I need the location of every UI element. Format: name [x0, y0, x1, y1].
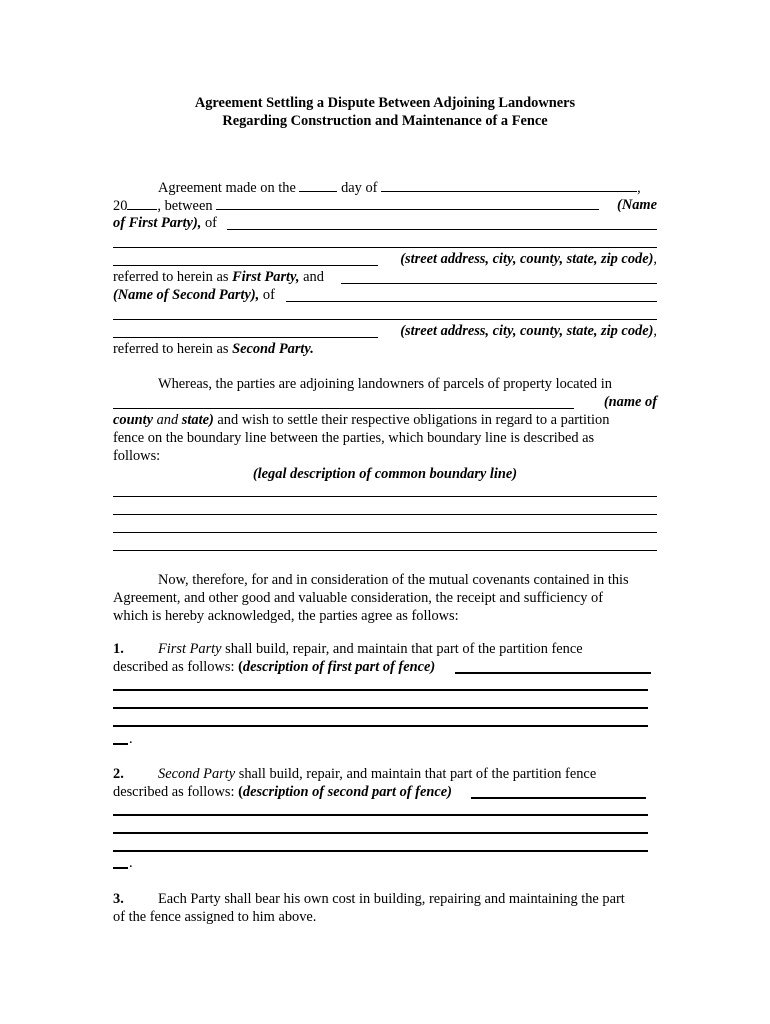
clause-2-blank-2[interactable] — [113, 832, 648, 834]
second-party-address-blank-2[interactable] — [113, 337, 378, 338]
second-party-name-hint: (Name of Second Party), — [113, 287, 260, 303]
document-title-line-1: Agreement Settling a Dispute Between Adjoining Landowners — [194, 95, 576, 111]
clause-1-number: 1. — [113, 641, 124, 657]
document-title-line-2: Regarding Construction and Maintenance of a Fence — [222, 113, 548, 129]
clause-3-line-1 — [113, 890, 625, 908]
second-party-of-blank[interactable] — [286, 301, 657, 302]
name-hint-end: of First Party), — [113, 215, 202, 231]
clause-1-blank-4[interactable] — [113, 743, 128, 745]
intro-made-on: Agreement made on the — [158, 180, 296, 196]
whereas-line-3 — [113, 411, 609, 429]
second-address-comma: , — [653, 323, 657, 339]
second-address-hint-line — [400, 322, 657, 340]
legal-description-hint: (legal description of common boundary line) — [252, 466, 518, 482]
boundary-blank-1[interactable] — [113, 496, 657, 497]
first-party-label: First Party, — [232, 269, 300, 285]
clause-1-hint: description of first part of fence) — [242, 659, 436, 675]
and-hint: and — [156, 412, 179, 428]
intro-and: and — [303, 269, 324, 285]
clause-1-party: First Party — [158, 641, 222, 657]
clause-3-number: 3. — [113, 891, 124, 907]
clause-1-text-1: shall build, repair, and maintain that part of the partition fence — [225, 641, 583, 657]
boundary-blank-2[interactable] — [113, 514, 657, 515]
clause-2-period: . — [129, 855, 133, 871]
clause-2-party: Second Party — [158, 766, 236, 782]
first-party-of-blank[interactable] — [227, 229, 657, 230]
intro-line-10 — [113, 340, 314, 358]
boundary-blank-3[interactable] — [113, 532, 657, 533]
intro-comma: , — [637, 180, 641, 196]
county-state-blank[interactable] — [113, 408, 574, 409]
now-therefore-line-2: Agreement, and other good and valuable consideration, the receipt and sufficiency of — [113, 590, 604, 606]
intro-of-2: of — [262, 287, 275, 303]
intro-between: , between — [157, 198, 213, 214]
intro-line-7 — [113, 286, 275, 304]
clause-3-text-1: Each Party shall bear his own cost in building, repairing and maintaining the part — [158, 891, 625, 907]
county-hint: county — [113, 412, 153, 428]
clause-1-period: . — [129, 731, 133, 747]
clause-1-text-2: described as follows: — [113, 659, 235, 675]
clause-2-number: 2. — [113, 766, 124, 782]
referred-first: referred to herein as — [113, 269, 229, 285]
day-blank[interactable] — [299, 178, 337, 192]
intro-line-6 — [113, 268, 324, 286]
clause-2-text-2: described as follows: — [113, 784, 235, 800]
boundary-blank-4[interactable] — [113, 550, 657, 551]
year-blank[interactable] — [127, 196, 157, 210]
intro-day-of: day of — [341, 180, 378, 196]
intro-line-1 — [158, 178, 641, 197]
clause-2-open-paren: ( — [238, 784, 243, 800]
second-party-label: Second Party. — [232, 341, 314, 357]
intro-of-1: of — [204, 215, 217, 231]
intro-line-2 — [113, 196, 599, 215]
first-party-address-blank-1[interactable] — [113, 247, 657, 248]
name-hint-start: (Name — [617, 197, 657, 213]
now-therefore-line-3: which is hereby acknowledged, the parties agree as follows: — [113, 608, 459, 624]
clause-2-hint: description of second part of fence) — [242, 784, 452, 800]
clause-1-blank-1[interactable] — [113, 689, 648, 691]
clause-2-blank-3[interactable] — [113, 850, 648, 852]
clause-2-blank-1[interactable] — [113, 814, 648, 816]
intro-line-3 — [113, 214, 217, 232]
clause-1-blank-3[interactable] — [113, 725, 648, 727]
first-address-comma: , — [653, 251, 657, 267]
state-hint: state) — [181, 412, 214, 428]
clause-1-blank-2[interactable] — [113, 707, 648, 709]
clause-2-blank-0[interactable] — [471, 797, 646, 799]
clause-1-blank-0[interactable] — [455, 672, 651, 674]
month-blank[interactable] — [381, 178, 637, 192]
year-prefix: 20 — [113, 198, 128, 214]
second-party-address-blank-1[interactable] — [113, 319, 657, 320]
second-party-name-blank[interactable] — [341, 283, 657, 284]
whereas-line-5: follows: — [113, 448, 161, 464]
clause-1-open-paren: ( — [238, 659, 243, 675]
name-of-hint: (name of — [603, 394, 657, 410]
referred-second: referred to herein as — [113, 341, 229, 357]
first-party-name-blank[interactable] — [216, 196, 599, 210]
first-party-address-blank-2[interactable] — [113, 265, 378, 266]
clause-3-line-2: of the fence assigned to him above. — [113, 909, 317, 925]
second-address-hint: (street address, city, county, state, zip code) — [400, 323, 654, 339]
clause-1-line-1 — [113, 640, 583, 658]
clause-1-line-2 — [113, 658, 435, 676]
clause-2-text-1: shall build, repair, and maintain that part of the partition fence — [238, 766, 597, 782]
first-address-hint: (street address, city, county, state, zip code) — [400, 251, 654, 267]
whereas-line-1: Whereas, the parties are adjoining landowners of parcels of property located in — [158, 376, 612, 392]
whereas-line-4: fence on the boundary line between the parties, which boundary line is described as — [113, 430, 595, 446]
clause-2-blank-4[interactable] — [113, 867, 128, 869]
now-therefore-line-1: Now, therefore, for and in consideration of the mutual covenants contained in this — [158, 572, 629, 588]
whereas-line-3-rest: and wish to settle their respective obligations in regard to a partition — [217, 412, 610, 428]
clause-2-line-2 — [113, 783, 452, 801]
clause-2-line-1 — [113, 765, 596, 783]
first-address-hint-line — [400, 250, 657, 268]
